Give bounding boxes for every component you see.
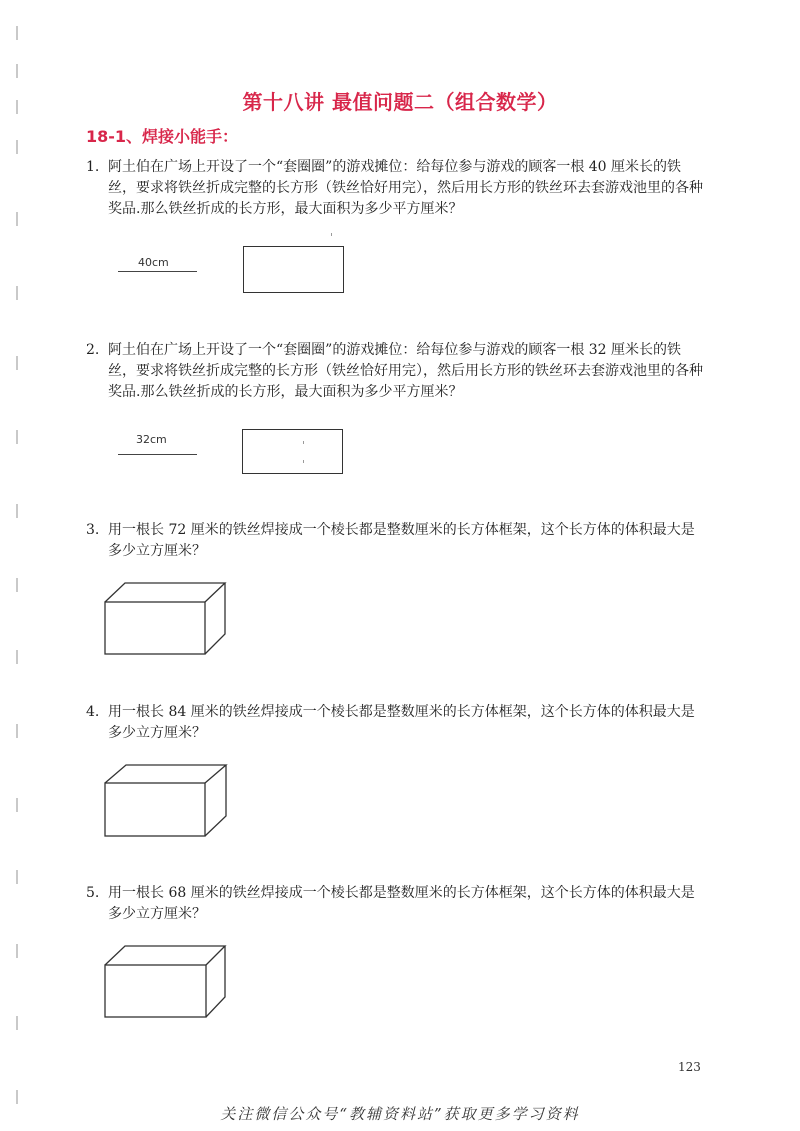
scan-speck: [303, 460, 304, 463]
problem-1: [86, 157, 706, 220]
problem-text: 阿土伯在广场上开设了一个“套圈圈”的游戏摊位：给每位参与游戏的顾客一根 40 厘米长的铁丝，要求将铁丝折成完整的长方形（铁丝恰好用完），然后用长方形的铁丝环去套游戏池里的各种奖品.那么铁丝折成的长方形，最大面积为多少平方厘米？: [108, 159, 703, 217]
problem-5: [86, 883, 706, 925]
binding-marks: [16, 0, 22, 1131]
section-heading: 18-1、焊接小能手：: [86, 127, 239, 146]
rectangle-figure: [243, 246, 344, 293]
problem-2: [86, 340, 706, 403]
scan-speck: [331, 233, 332, 236]
problem-number: 3.: [86, 522, 100, 538]
problem-number: 2.: [86, 342, 100, 358]
problem-text: 用一根长 84 厘米的铁丝焊接成一个棱长都是整数厘米的长方体框架，这个长方体的体积最大是多少立方厘米？: [108, 704, 695, 741]
problem-text: 用一根长 68 厘米的铁丝焊接成一个棱长都是整数厘米的长方体框架，这个长方体的体积最大是多少立方厘米？: [108, 885, 695, 922]
wire-length-label: 40cm: [138, 256, 169, 269]
problem-3: [86, 520, 706, 562]
page-number: 123: [678, 1060, 701, 1074]
cuboid-figure: [104, 581, 234, 655]
footer-watermark: 关注微信公众号“教辅资料站”获取更多学习资料: [220, 1105, 580, 1123]
rectangle-figure: [242, 429, 343, 474]
cuboid-figure: [104, 764, 234, 838]
problem-text: 用一根长 72 厘米的铁丝焊接成一个棱长都是整数厘米的长方体框架，这个长方体的体积最大是多少立方厘米？: [108, 522, 695, 559]
problem-number: 4.: [86, 704, 100, 720]
wire-length-label: 32cm: [136, 433, 167, 446]
wire-line: [118, 454, 197, 455]
scan-speck: [303, 441, 304, 444]
problem-number: 1.: [86, 159, 100, 175]
problem-text: 阿土伯在广场上开设了一个“套圈圈”的游戏摊位：给每位参与游戏的顾客一根 32 厘米长的铁丝，要求将铁丝折成完整的长方形（铁丝恰好用完），然后用长方形的铁丝环去套游戏池里的各种奖品.那么铁丝折成的长方形，最大面积为多少平方厘米？: [108, 342, 703, 400]
page-title: 第十八讲 最值问题二（组合数学）: [242, 90, 558, 114]
cuboid-figure: [104, 944, 234, 1018]
problem-number: 5.: [86, 885, 100, 901]
wire-line: [118, 271, 197, 272]
problem-4: [86, 702, 706, 744]
